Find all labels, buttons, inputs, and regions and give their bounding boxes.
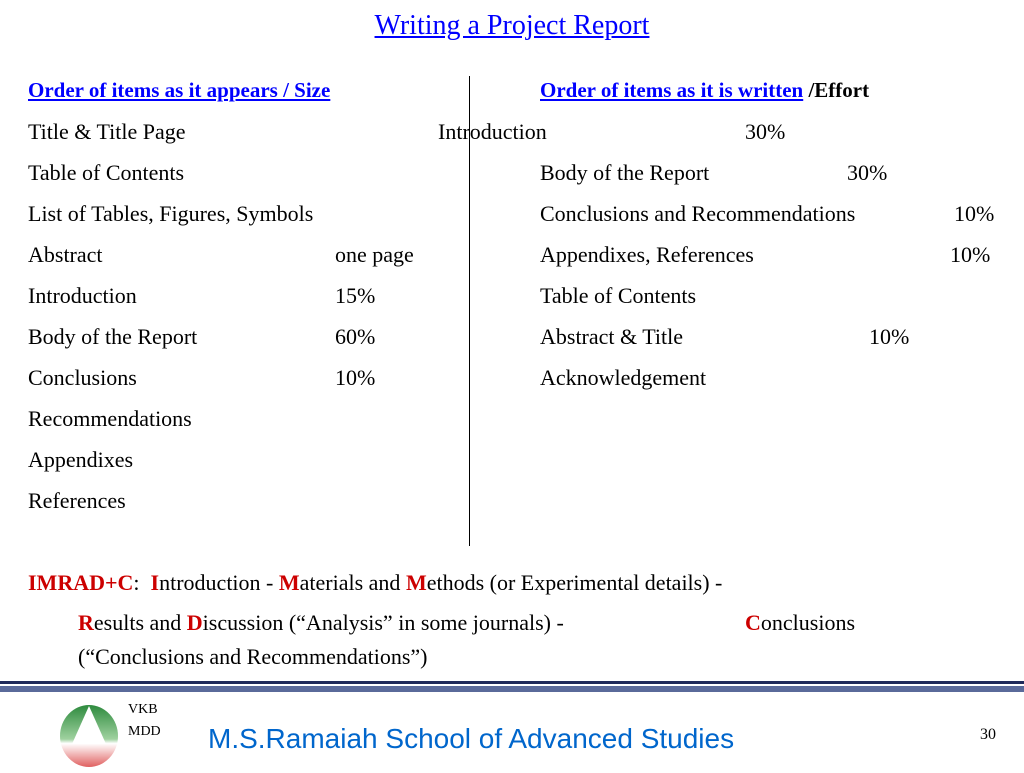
right-item-value: 10% <box>869 324 910 349</box>
imrad-conclusions <box>745 610 855 636</box>
imrad-line-1 <box>28 570 722 596</box>
footer-band-bottom <box>0 686 1024 692</box>
right-item-value: 10% <box>950 242 991 267</box>
imrad-line-3: (“Conclusions and Recommendations”) <box>78 644 428 669</box>
imrad-m2-letter: M <box>405 570 427 595</box>
right-item-label: Acknowledgement <box>540 365 707 390</box>
right-item-label: Body of the Report <box>540 160 710 185</box>
left-item-label: Conclusions <box>28 365 137 390</box>
imrad-r-rest: esults and <box>93 610 187 635</box>
imrad-c-letter: C <box>745 610 761 635</box>
left-item-label: Appendixes <box>28 447 134 472</box>
school-name: M.S.Ramaiah School of Advanced Studies <box>208 723 735 754</box>
footer-band-top <box>0 681 1024 684</box>
left-heading-text: Order of items as it appears / Size <box>28 78 331 102</box>
institute-logo <box>58 698 120 768</box>
right-item-value: 30% <box>745 119 786 144</box>
right-item-label: Appendixes, References <box>540 242 754 267</box>
logo-graphic <box>58 698 120 768</box>
right-item-value: 10% <box>954 201 995 226</box>
imrad-d-letter: D <box>186 610 203 635</box>
left-item-label: Introduction <box>28 283 137 308</box>
logo-text-vkb: VKB <box>128 702 158 717</box>
imrad-m1-rest: aterials and <box>299 570 406 595</box>
left-item-label: Table of Contents <box>28 160 185 185</box>
imrad-m2-rest: ethods (or Experimental details) - <box>426 570 723 595</box>
page-number: 30 <box>980 726 996 743</box>
right-item-label: Introduction <box>438 119 547 144</box>
right-item-label: Table of Contents <box>540 283 697 308</box>
imrad-label: IMRAD+C <box>28 570 134 595</box>
left-item-label: Title & Title Page <box>28 119 186 144</box>
imrad-colon: : <box>133 570 140 595</box>
right-item-label: Conclusions and Recommendations <box>540 201 856 226</box>
left-item-label: Abstract <box>28 242 103 267</box>
imrad-m1-letter: M <box>278 570 300 595</box>
imrad-c-rest: onclusions <box>760 610 856 635</box>
left-item-label: References <box>28 488 126 513</box>
imrad-line-2 <box>78 610 564 636</box>
imrad-r-letter: R <box>78 610 94 635</box>
right-heading-link: Order of items as it is written <box>540 78 804 102</box>
right-column-heading <box>540 78 869 103</box>
right-heading-suffix: /Effort <box>803 78 870 102</box>
slide-title: Writing a Project Report <box>374 10 650 41</box>
left-item-value: one page <box>335 242 414 267</box>
logo-text-mdd: MDD <box>128 724 161 739</box>
imrad-d-rest: iscussion (“Analysis” in some journals) - <box>202 610 564 635</box>
column-divider <box>469 76 470 546</box>
left-item-value: 10% <box>335 365 376 390</box>
imrad-i-letter: I <box>150 570 160 595</box>
left-column-heading <box>28 78 330 103</box>
imrad-i-rest: ntroduction - <box>159 570 279 595</box>
right-item-label: Abstract & Title <box>540 324 684 349</box>
left-item-value: 60% <box>335 324 376 349</box>
left-item-label: List of Tables, Figures, Symbols <box>28 201 314 226</box>
left-item-label: Body of the Report <box>28 324 198 349</box>
right-item-value: 30% <box>847 160 888 185</box>
left-item-label: Recommendations <box>28 406 192 431</box>
left-item-value: 15% <box>335 283 376 308</box>
